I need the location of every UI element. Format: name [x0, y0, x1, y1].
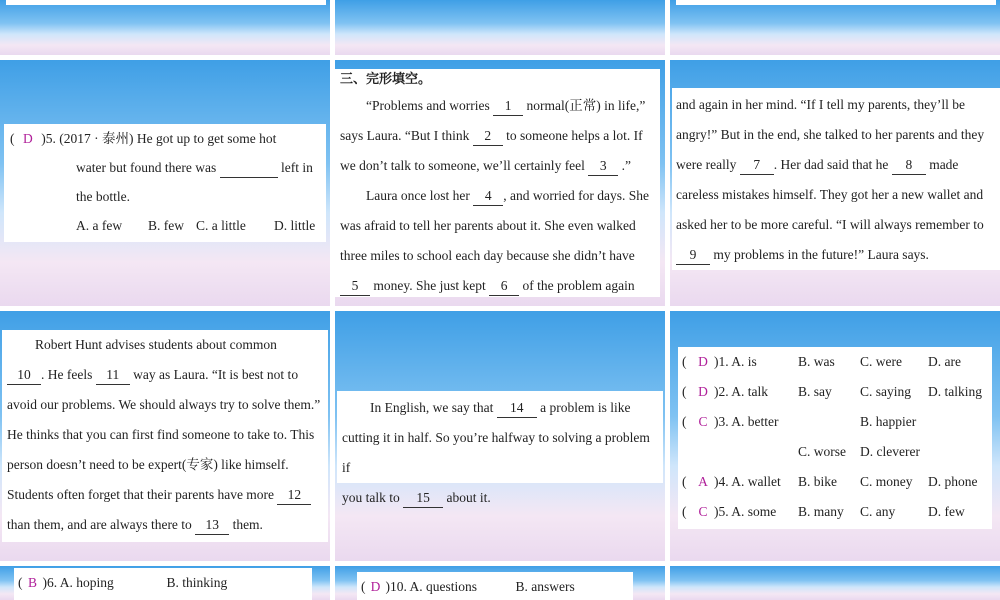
answer-row [682, 497, 988, 527]
answer-row [682, 347, 988, 377]
slide-tile-1 [0, 0, 330, 55]
slide-tile-6 [670, 60, 1000, 306]
blank-7: 7 [740, 156, 774, 175]
answer-letter: C [698, 504, 708, 519]
passage-line: Students often forget that their parents have more 12 [7, 480, 323, 510]
passage-card [335, 69, 660, 297]
question-card [4, 124, 326, 242]
passage-line: Laura once lost her 4 , and worried for days. She [340, 181, 655, 211]
blank-1: 1 [493, 97, 523, 116]
question-line-2 [10, 153, 320, 182]
passage-line: and again in her mind. “If I tell my parents, they’ll be [676, 97, 966, 112]
slide-tile-12 [670, 566, 1000, 600]
answer-card [678, 347, 992, 529]
passage-line: says Laura. “But I think 2 to someone helps a lot. If [340, 121, 655, 151]
passage-line: were really 7 . Her dad said that he 8 made [676, 150, 996, 180]
answer-letter: D [698, 384, 708, 399]
passage-line: He thinks that you can first find someone to take to. This [7, 427, 315, 442]
paren-open: ( [682, 504, 687, 519]
blank-5: 5 [340, 277, 370, 296]
question-text: water but found there was [76, 160, 217, 175]
answer-card: ( B )6. A. hoping B. thinking [14, 568, 312, 600]
paren-open: ( [682, 354, 687, 369]
question-option-a: )3. A. better [714, 414, 779, 429]
answer-letter: D [698, 354, 708, 369]
paren-open: ( [682, 384, 687, 399]
text-card [6, 0, 326, 5]
blank-10: 10 [7, 366, 41, 385]
slide-tile-3 [670, 0, 1000, 55]
passage-line: In English, we say that 14 a problem is like [342, 393, 658, 423]
passage-line: 5 money. She just kept 6 of the problem again [340, 271, 655, 301]
question-option-a: )2. A. talk [714, 384, 768, 399]
passage-line: careless mistakes himself. They got her a new wallet and [676, 187, 984, 202]
passage-line: person doesn’t need to be expert(专家) like himself. [7, 457, 289, 472]
paren-open: ( [10, 131, 15, 146]
passage-line: cutting it in half. So you’re halfway to solving a problem if [342, 430, 650, 475]
paren-open: ( [682, 414, 687, 429]
slide-tile-2 [335, 0, 665, 55]
blank-3: 3 [588, 157, 618, 176]
option-b: B. answers [515, 579, 575, 594]
option-b: B. bike [798, 474, 837, 489]
answer-row [682, 407, 988, 437]
option-c: C. were [860, 354, 902, 369]
option-b: B. many [798, 504, 844, 519]
passage-line: three miles to school each day because she didn’t have [340, 248, 635, 263]
slide-tile-4 [0, 60, 330, 306]
slide-tile-11 [335, 566, 665, 600]
passage-card [2, 330, 328, 542]
answer-letter: D [23, 131, 33, 146]
answer-card: ( D )10. A. questions B. answers [357, 572, 633, 600]
passage-card [672, 88, 1000, 270]
question-option-a: )5. A. some [714, 504, 777, 519]
options-row [10, 211, 320, 240]
option-c: C. any [860, 504, 896, 519]
blank-9: 9 [676, 246, 710, 265]
passage-line: angry!” But in the end, she talked to her parents and they [676, 127, 985, 142]
passage-card [337, 391, 663, 505]
option-a: A. a few [76, 218, 123, 233]
option-c: B. happier [860, 414, 917, 429]
section-heading: 三、完形填空。 [340, 72, 432, 87]
passage-line: avoid our problems. We should always try to solve them.” [7, 397, 321, 412]
answer-letter: A [698, 474, 708, 489]
option-c: C. a little [196, 218, 246, 233]
answer-row [682, 377, 988, 407]
option-c: D. cleverer [860, 444, 920, 459]
passage-line: we don’t talk to someone, we’ll certainly feel 3 .” [340, 151, 655, 181]
answer-letter: B [27, 575, 37, 590]
question-line-1 [10, 124, 320, 153]
blank-2: 2 [473, 127, 503, 146]
option-b: B. say [798, 384, 832, 399]
passage-line: asked her to be more careful. “I will always remember to [676, 217, 984, 232]
blank-11: 11 [96, 366, 130, 385]
option-d: D. little [274, 218, 316, 233]
slide-tile-5 [335, 60, 665, 306]
answer-row [682, 437, 988, 467]
question-option-a: )1. A. is [714, 354, 757, 369]
option-d: D. are [928, 354, 961, 369]
option-b: B. few [148, 218, 184, 233]
paren-open: ( [682, 474, 687, 489]
passage-line: “Problems and worries 1 normal(正常) in life,” [340, 91, 655, 121]
passage-line: 9 my problems in the future!” Laura says. [676, 240, 996, 270]
blank-6: 6 [489, 277, 519, 296]
slide-tile-8 [335, 311, 665, 561]
slide-tile-10 [0, 566, 330, 600]
blank-12: 12 [277, 486, 311, 505]
passage-line: you talk to 15 about it. [342, 483, 658, 513]
partial-text [826, 0, 833, 4]
option-c: C. saying [860, 384, 912, 399]
passage-line: than them, and are always there to 13 them. [7, 510, 323, 540]
passage-line: 10 . He feels 11 way as Laura. “It is best not to [7, 360, 323, 390]
blank-15: 15 [403, 489, 443, 508]
answer-letter: D [370, 579, 381, 594]
option-b: C. worse [798, 444, 846, 459]
answer-letter: C [698, 414, 708, 429]
blank-14: 14 [497, 399, 537, 418]
question-text: left in [280, 160, 313, 175]
question-text: )10. A. questions [385, 579, 478, 594]
blank-8: 8 [892, 156, 926, 175]
option-b: B. thinking [166, 575, 228, 590]
option-c: C. money [860, 474, 913, 489]
option-b: B. was [798, 354, 835, 369]
question-text: )6. A. hoping [42, 575, 114, 590]
option-d: D. phone [928, 474, 978, 489]
passage-line: was afraid to tell her parents about it. She even walked [340, 218, 636, 233]
text-card [676, 0, 996, 5]
option-d: D. few [928, 504, 965, 519]
slide-tile-7 [0, 311, 330, 561]
question-line-3: the bottle. [76, 189, 130, 204]
slide-tile-9 [670, 311, 1000, 561]
option-d: D. talking [928, 384, 982, 399]
blank-4: 4 [473, 187, 503, 206]
question-option-a: )4. A. wallet [714, 474, 781, 489]
answer-blank [220, 159, 278, 178]
answer-row [682, 467, 988, 497]
question-text: )5. (2017 · 泰州) He got up to get some hot [41, 131, 277, 146]
blank-13: 13 [195, 516, 229, 535]
passage-line: Robert Hunt advises students about common [35, 337, 277, 352]
